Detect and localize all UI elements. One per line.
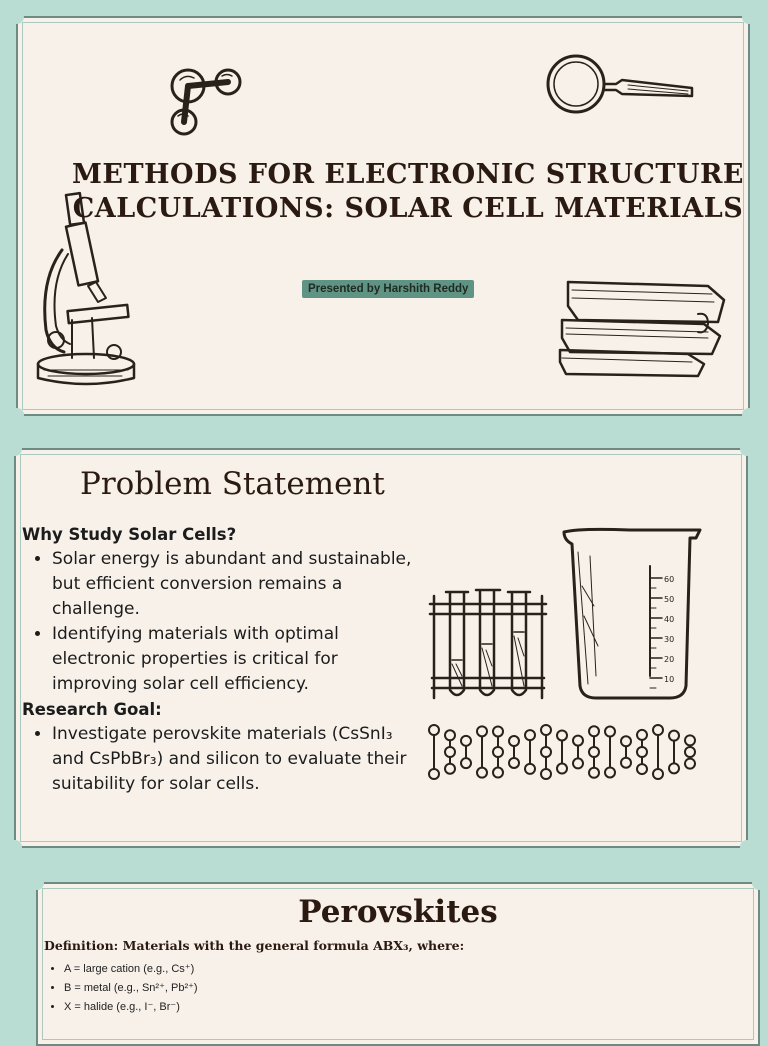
title-slide (16, 16, 750, 416)
molecule-icon (166, 64, 246, 142)
page-title: METHODS FOR ELECTRONIC STRUCTURE CALCULATIONS: SOLAR CELL MATERIALS (71, 159, 745, 224)
magnifier-icon (544, 54, 694, 118)
dna-base-pair (605, 727, 615, 778)
list-item: • X = halide (e.g., I⁻, Br⁻) (64, 998, 198, 1017)
dna-base-pair (573, 736, 583, 769)
dna-base-pair (637, 730, 647, 774)
dna-base-pair (429, 725, 439, 779)
section-title: Problem Statement (80, 466, 385, 502)
dna-base-pair (557, 730, 567, 773)
perovskites-slide (36, 882, 760, 1046)
beaker-mark-label: 30 (664, 635, 675, 644)
list-item: • Investigate perovskite materials (CsSnI₃ and CsPbBr₃) and silicon to evaluate their suitability for solar cells. (52, 722, 422, 797)
beaker-icon (560, 526, 706, 702)
dna-base-pair (621, 736, 631, 767)
list-item: • A = large cation (e.g., Cs⁺) (64, 960, 198, 979)
goal-heading: Research Goal: (22, 700, 162, 719)
dna-strand-icon (426, 722, 706, 782)
dna-base-pair (525, 730, 535, 774)
dna-base-pair (493, 726, 503, 777)
problem-statement-slide (14, 448, 748, 848)
section-title: Perovskites (298, 894, 498, 930)
perovskite-list (48, 960, 198, 1017)
dna-base-pair (685, 735, 695, 768)
list-item: • Solar energy is abundant and sustainable, but efficient conversion remains a challenge. (52, 547, 422, 622)
dna-base-pair (509, 736, 519, 768)
beaker-mark-label: 20 (664, 655, 675, 664)
dna-base-pair (477, 726, 487, 777)
definition-text: Definition: Materials with the general formula ABX₃, where: (44, 938, 465, 953)
books-icon (558, 270, 730, 380)
problem-content (22, 522, 422, 797)
dna-base-pair (461, 736, 471, 768)
list-item: • B = metal (e.g., Sn²⁺, Pb²⁺) (64, 979, 198, 998)
dna-base-pair (589, 726, 599, 778)
beaker-mark-label: 10 (664, 675, 675, 684)
dna-base-pair (653, 725, 663, 779)
dna-base-pair (669, 731, 679, 774)
why-heading: Why Study Solar Cells? (22, 525, 237, 544)
beaker-mark-label: 60 (664, 575, 675, 584)
list-item: • Identifying materials with optimal electronic properties is critical for improving solar cell efficiency. (52, 622, 422, 697)
beaker-mark-label: 40 (664, 615, 675, 624)
beaker-mark-label: 50 (664, 595, 675, 604)
test-tubes-icon (426, 586, 550, 702)
dna-base-pair (445, 730, 455, 773)
dna-base-pair (541, 725, 551, 779)
presenter-badge: Presented by Harshith Reddy (302, 280, 474, 298)
